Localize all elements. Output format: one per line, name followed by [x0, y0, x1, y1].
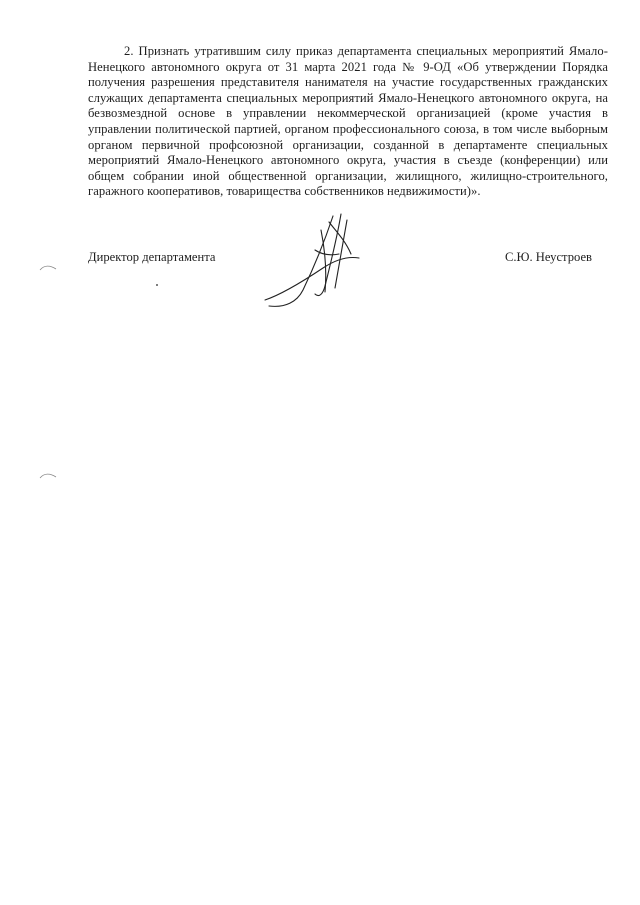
signature-block	[88, 250, 608, 270]
hole-punch-mark-icon	[38, 262, 58, 272]
scan-speck	[156, 284, 158, 286]
paragraph-item-2: 2. Признать утратившим силу приказ департамента специальных мероприятий Ямало-Ненецкого автономного округа от 31 марта 2021 года № 9-ОД «Об утверждении Порядка получения разрешения представителя нанимателя на участие государственных гражданских служащих департамента специальных мероприятий Ямало-Ненецкого автономного округа, на безвозмездной основе в управлении некоммерческой организацией (кроме участия в управлении политической партией, органом профессионального союза, в том числе выборным органом первичной профсоюзной организации, созданной в департаменте специальных мероприятий Ямало-Ненецкого автономного округа, участия в съезде (конференции) или общем собрании иной общественной организации, жилищного, жилищно-строительного, гаражного кооперативов, товарищества собственников недвижимости)».	[88, 44, 608, 199]
hole-punch-mark-icon	[38, 470, 58, 480]
signatory-title: Директор департамента	[88, 250, 216, 264]
signatory-name: С.Ю. Неустроев	[505, 250, 592, 264]
